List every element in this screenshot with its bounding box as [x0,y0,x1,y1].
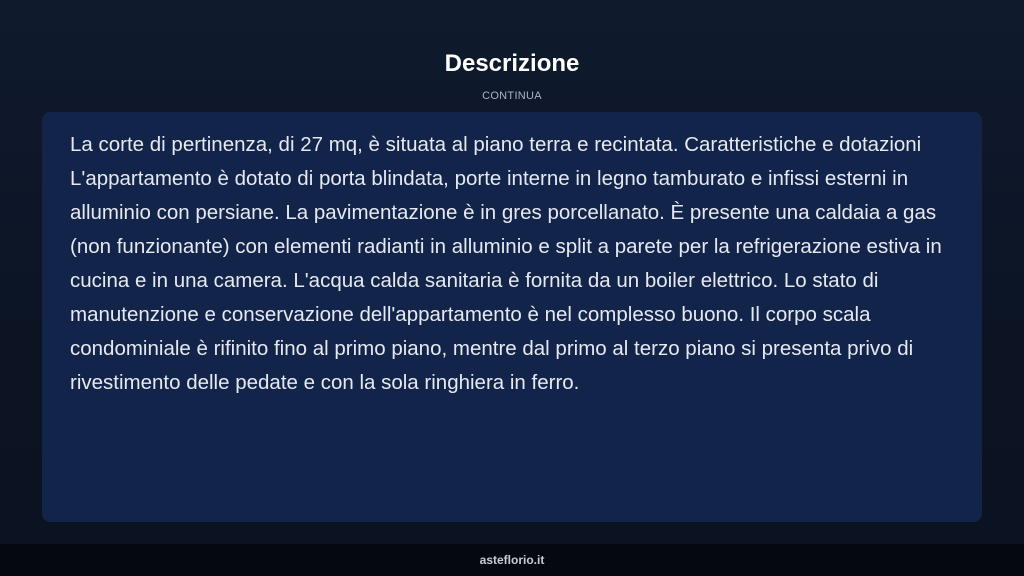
page-title: Descrizione [444,50,580,77]
footer-bar [0,544,1024,576]
description-card [42,112,982,522]
continuation-label: CONTINUA [482,90,542,102]
footer-site-name: asteflorio.it [479,553,545,567]
description-text: La corte di pertinenza, di 27 mq, è situata al piano terra e recintata. Caratteristiche e dotazioni L'appartamento è dotato di porta blindata, porte interne in legno tamburato e infissi esterni in alluminio con persiane. La pavimentazione è in gres porcellanato. È presente una caldaia a gas (non funzionante) con elementi radianti in alluminio e split a parete per la refrigerazione estiva in cucina e in una camera. L'acqua calda sanitaria è fornita da un boiler elettrico. Lo stato di manutenzione e conservazione dell'appartamento è nel complesso buono. Il corpo scala condominiale è rifinito fino al primo piano, mentre dal primo al terzo piano si presenta privo di rivestimento delle pedate e con la sola ringhiera in ferro. [70,133,942,394]
